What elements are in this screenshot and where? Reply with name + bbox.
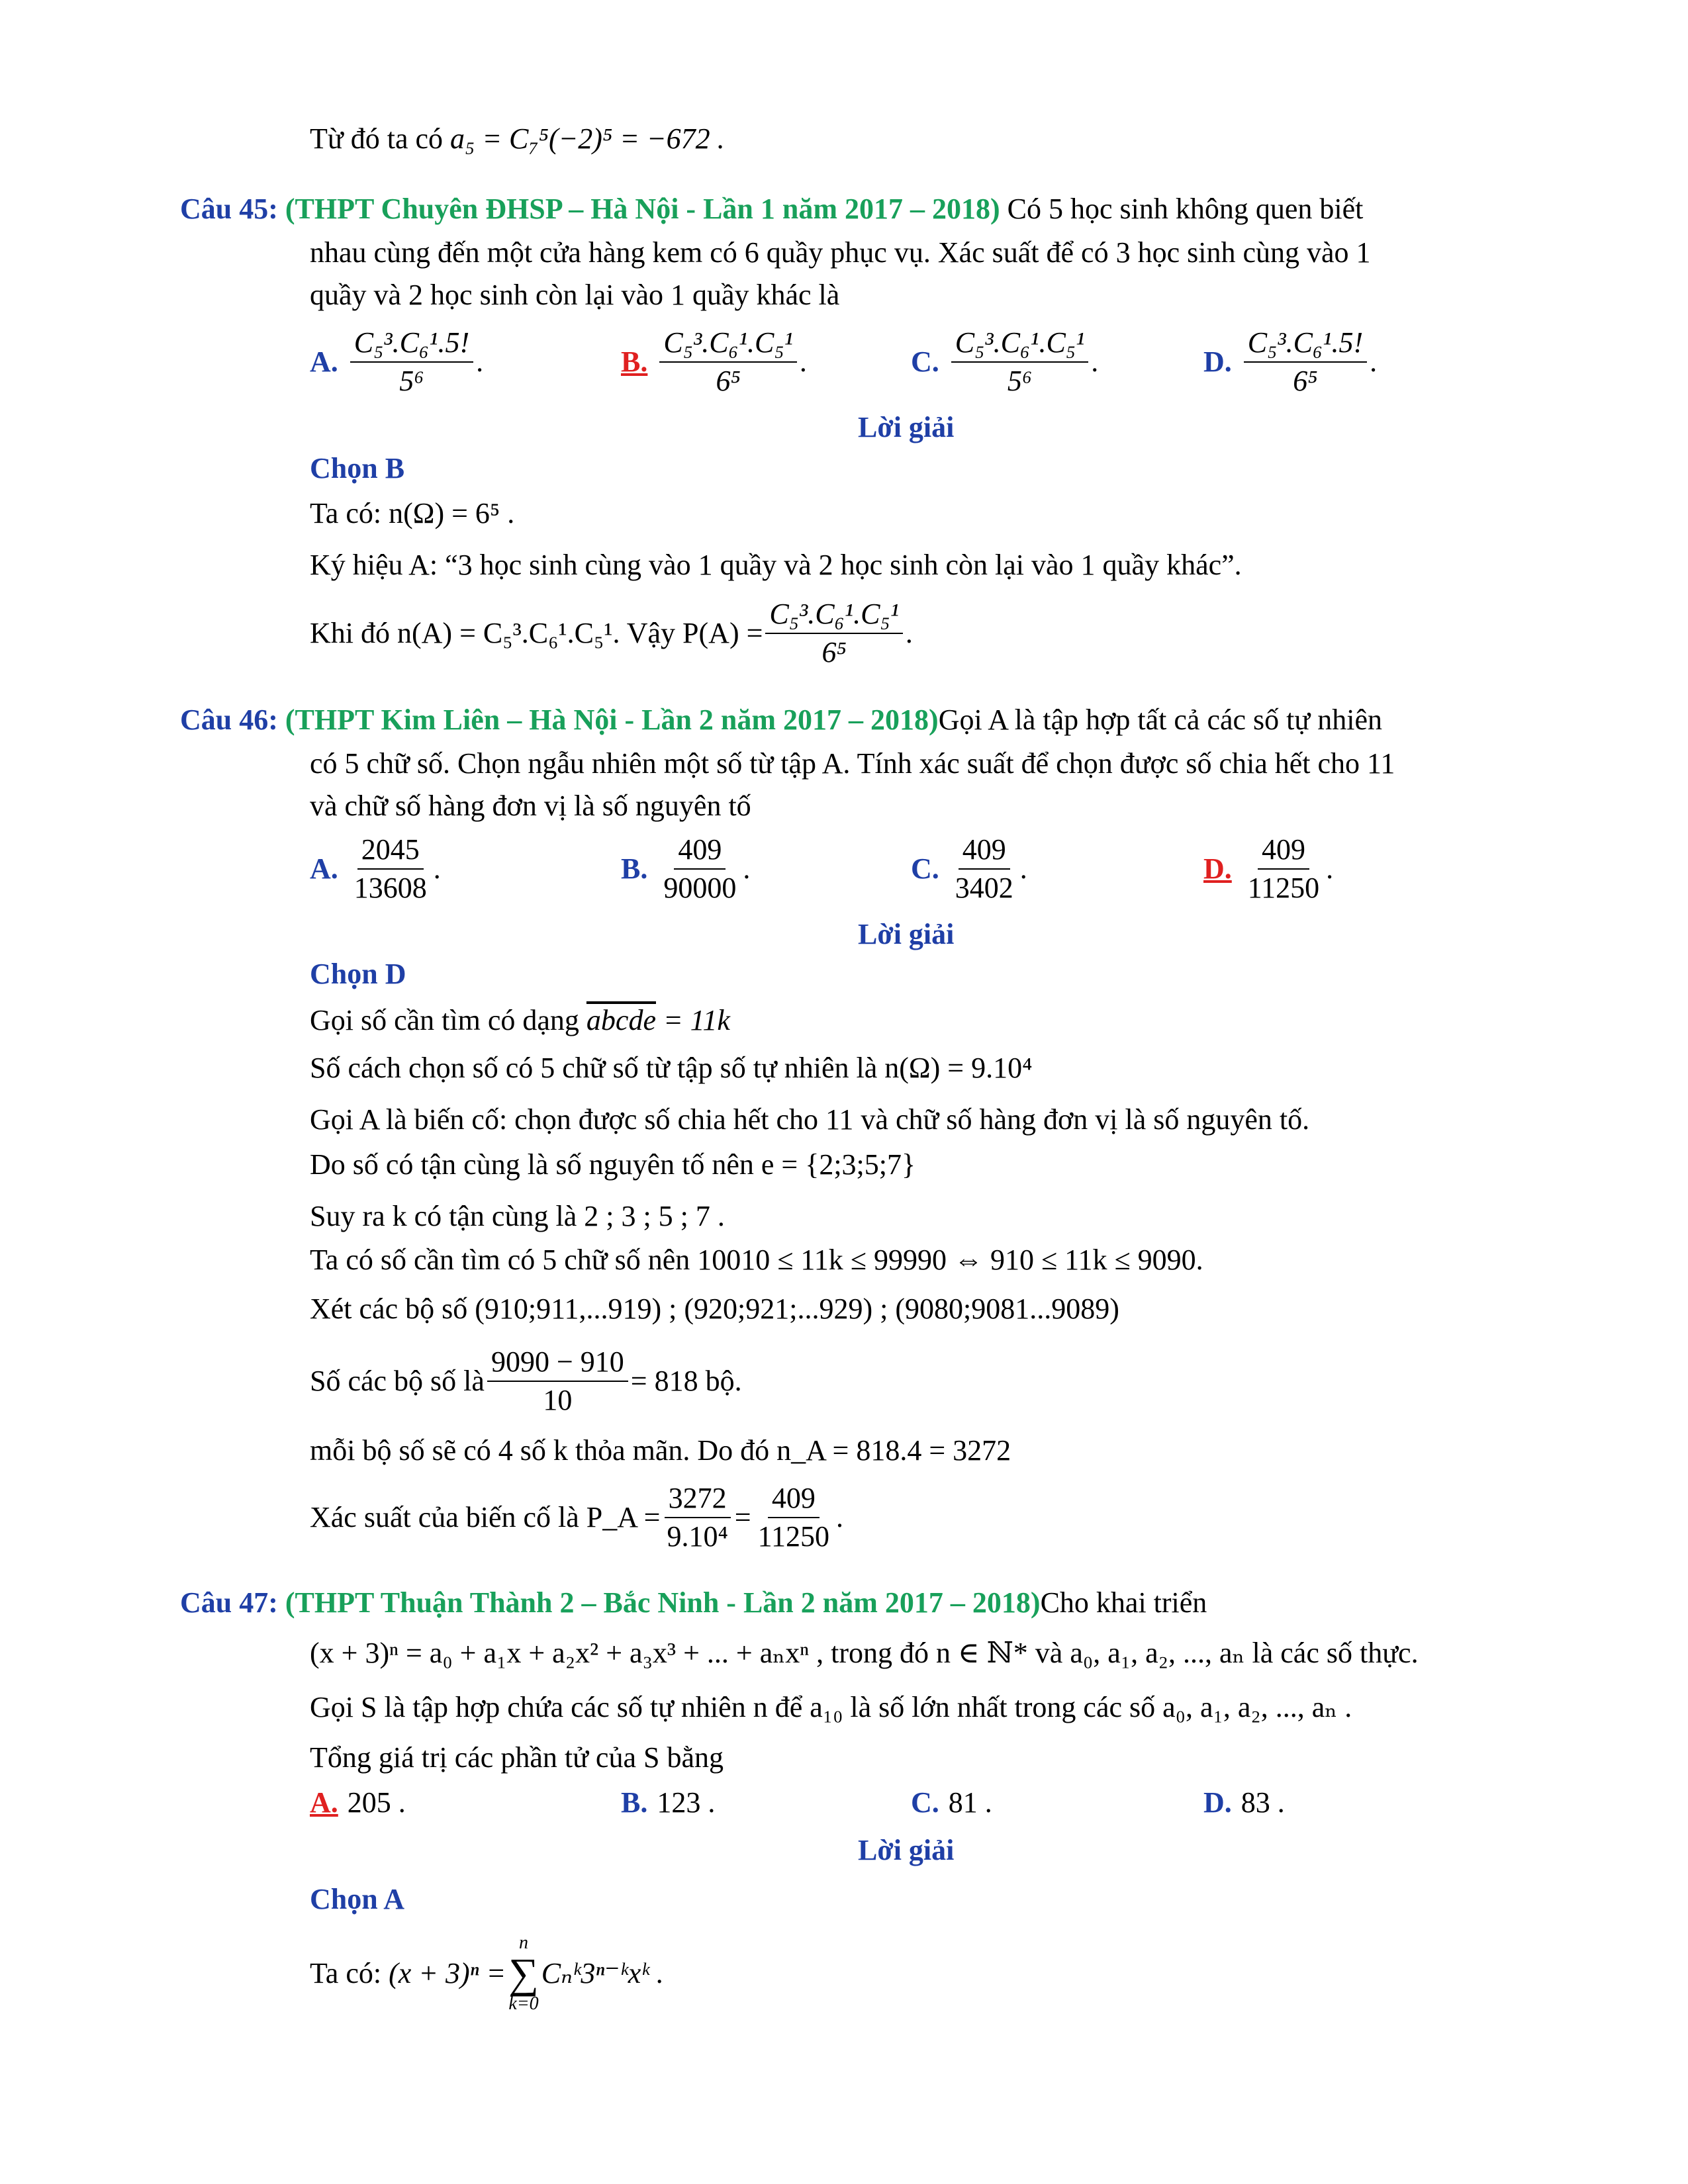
q45-header [180,189,1363,229]
q47-option-d-label: D. [1203,1786,1232,1819]
q46-solution-s4: Do số có tận cùng là số nguyên tố nên e = {2;3;5;7} [310,1148,916,1181]
q45-solution-title: Lời giải [858,411,955,443]
q45-solution-s3-fraction [765,596,903,671]
q46-label: Câu 46: [180,704,278,736]
q45-solution-s3-den: 6⁵ [821,636,847,668]
q45-choose: Chọn B [310,452,405,484]
q46-solution-s10-num2: 409 [768,1480,820,1518]
q46-header [180,700,1382,740]
intro-formula: a₅ = C₇⁵(−2)⁵ = −672 . [450,122,725,155]
q46-solution-s10-den2: 11250 [757,1520,829,1553]
q46-option-a-fraction [350,831,431,907]
q47-option-b-label: B. [621,1786,648,1819]
q47-text-l2: (x + 3)ⁿ = a₀ + a₁x + a₂x² + a₃x³ + ... + aₙxⁿ , trong đó n ∈ ℕ* và a₀, a₁, a₂, ..., aₙ là các số thực. [310,1637,1419,1669]
q47-option-d[interactable] [1203,1783,1285,1823]
q46-text-l2: có 5 chữ số. Chọn ngẫu nhiên một số từ tập A. Tính xác suất để chọn được số chia hết cho 11 [310,747,1395,780]
q46-option-a-den: 13608 [353,872,427,904]
q45-option-c-den: 5⁶ [1007,365,1033,397]
q45-option-a-fraction [350,324,473,400]
q45-source: (THPT Chuyên ĐHSP – Hà Nội - Lần 1 năm 2017 – 2018) [285,193,1000,225]
q47-solution-s1-text: Ta có: [310,1957,382,1989]
q46-option-b-num: 409 [674,831,726,870]
q45-option-c-fraction [951,324,1089,400]
q45-option-d-num: C₅³.C₆¹.5! [1244,324,1367,363]
q46-option-d-fraction [1244,831,1323,907]
q47-text-l4: Tổng giá trị các phần tử của S bằng [310,1741,724,1774]
q46-solution-s8-text: Số các bộ số là [310,1365,485,1397]
q45-option-b[interactable]: B. $\frac{\text{C₅³.C₆¹.C₅¹}}{\text{6⁵}}$ . [621,324,807,400]
q47-sum-bottom: k=0 [508,1993,539,2014]
q46-solution-s7: Xét các bộ số (910;911,...919) ; (920;921;...929) ; (9080;9081...9089) [310,1293,1119,1325]
q45-option-d-label: D. [1203,345,1232,378]
q45-option-d-fraction [1244,324,1367,400]
q46-solution-s1 [310,1001,730,1040]
q45-option-b-label: B. [621,345,648,378]
q46-option-d-num: 409 [1258,831,1309,870]
q46-option-a[interactable]: A. $\frac{2045}{13608}$ . [310,831,441,907]
q47-option-c-value: 81 . [948,1786,992,1819]
q46-solution-s10-den1: 9.10⁴ [667,1520,728,1553]
q45-solution-s1: Ta có: n(Ω) = 6⁵ . [310,497,515,529]
q46-solution-s10-num1: 3272 [665,1480,731,1518]
q46-option-c-den: 3402 [955,872,1013,904]
q46-solution-s5: Suy ra k có tận cùng là 2 ; 3 ; 5 ; 7 . [310,1200,725,1232]
q46-option-c-label: C. [911,852,939,885]
q47-option-c[interactable] [911,1783,992,1823]
q46-text-l3: và chữ số hàng đơn vị là số nguyên tố [310,790,751,822]
q47-choose: Chọn A [310,1883,405,1915]
q45-option-c-label: C. [911,345,939,378]
q45-option-a-num: C₅³.C₆¹.5! [350,324,473,363]
q46-solution-s9: mỗi bộ số sẽ có 4 số k thỏa mãn. Do đó n_A = 818.4 = 3272 [310,1434,1011,1467]
q45-option-b-num: C₅³.C₆¹.C₅¹ [659,324,797,363]
q46-option-c-fraction [951,831,1017,907]
q46-solution-title: Lời giải [858,918,955,950]
q46-solution-s1-text: Gọi số cần tìm có dạng [310,1004,579,1036]
intro-text: Từ đó ta có [310,122,444,155]
q47-text-l3: Gọi S là tập hợp chứa các số tự nhiên n để a₁₀ là số lớn nhất trong các số a₀, a₁, a₂, ..., aₙ . [310,1691,1352,1723]
q46-option-b-den: 90000 [663,872,737,904]
q47-solution-s1-lhs: (x + 3)ⁿ = [389,1957,506,1989]
q47-source: (THPT Thuận Thành 2 – Bắc Ninh - Lần 2 năm 2017 – 2018) [285,1586,1041,1619]
q46-source: (THPT Kim Liên – Hà Nội - Lần 2 năm 2017 – 2018) [285,704,939,736]
q46-option-c-num: 409 [959,831,1010,870]
q47-option-a[interactable] [310,1783,406,1823]
q45-solution-s2: Ký hiệu A: “3 học sinh cùng vào 1 quầy và 2 học sinh còn lại vào 1 quầy khác”. [310,549,1242,581]
q45-solution-s3-text: Khi đó n(A) = C₅³.C₆¹.C₅¹. Vậy P(A) = [310,617,763,649]
q46-solution-s10-fraction-1 [663,1480,731,1555]
q47-option-a-label: A. [310,1786,338,1819]
q46-option-a-num: 2045 [357,831,424,870]
q47-solution-title: Lời giải [858,1834,955,1866]
q45-option-a-label: A. [310,345,338,378]
q47-option-a-value: 205 . [347,1786,406,1819]
q46-option-d-label: D. [1203,852,1232,885]
q45-option-d-den: 6⁵ [1293,365,1318,397]
q46-solution-s1-tail: = 11k [663,1004,730,1036]
q47-option-c-label: C. [911,1786,939,1819]
q47-option-b[interactable] [621,1783,715,1823]
q47-solution-s1 [310,1933,664,2015]
q46-option-d[interactable]: D. $\frac{409}{11250}$ . [1203,831,1333,907]
q46-solution-s8-tail: = 818 bộ. [630,1365,742,1397]
q46-solution-s10-text: Xác suất của biến cố là P_A = [310,1501,661,1533]
q45-option-b-den: 6⁵ [716,365,741,397]
q45-label: Câu 45: [180,193,278,225]
q46-solution-s6: Ta có số cần tìm có 5 chữ số nên 10010 ≤ 11k ≤ 99990 ⇔ 910 ≤ 11k ≤ 9090. [310,1244,1203,1276]
q46-solution-s8-den: 10 [543,1384,573,1416]
q45-text-l1: Có 5 học sinh không quen biết [1007,193,1364,225]
q46-solution-s2: Số cách chọn số có 5 chữ số từ tập số tự nhiên là n(Ω) = 9.10⁴ [310,1052,1033,1084]
q46-solution-s8-fraction [487,1343,628,1419]
q47-sum-sigma: ∑ [508,1950,539,1997]
q46-solution-s10: Xác suất của biến cố là P_A = $\frac{3272}{\text{9.10⁴}}$ = $\frac{409}{11250}$ . [310,1480,843,1555]
q45-option-b-fraction [659,324,797,400]
q46-option-b[interactable]: B. $\frac{409}{90000}$ . [621,831,750,907]
q45-text-l2: nhau cùng đến một cửa hàng kem có 6 quầy phục vụ. Xác suất để có 3 học sinh cùng vào 1 [310,236,1371,269]
q46-option-b-label: B. [621,852,648,885]
q45-option-d[interactable]: D. $\frac{\text{C₅³.C₆¹.5!}}{\text{6⁵}}$ . [1203,324,1377,400]
q46-solution-s8-num: 9090 − 910 [487,1343,628,1382]
q47-text-l1: Cho khai triển [1040,1586,1207,1619]
intro-line [310,119,725,159]
q47-sum-top: n [518,1933,528,1953]
q47-header [180,1583,1207,1623]
q46-solution-s10-fraction-2 [754,1480,833,1555]
q46-solution-s3: Gọi A là biến cố: chọn được số chia hết cho 11 và chữ số hàng đơn vị là số nguyên tố. [310,1103,1310,1136]
q47-option-d-value: 83 . [1241,1786,1285,1819]
q47-label: Câu 47: [180,1586,278,1619]
q46-solution-s8 [310,1343,742,1419]
q46-text-l1: Gọi A là tập hợp tất cả các số tự nhiên [938,704,1382,736]
q47-option-b-value: 123 . [657,1786,716,1819]
q47-sum-symbol [508,1933,539,2015]
q45-solution-s3-num: C₅³.C₆¹.C₅¹ [765,596,903,634]
q46-option-a-label: A. [310,852,338,885]
q45-option-c-num: C₅³.C₆¹.C₅¹ [951,324,1089,363]
q47-solution-s1-rhs: Cₙᵏ3ⁿ⁻ᵏxᵏ . [541,1957,664,1989]
q46-solution-s1-overline: abcde [586,1004,656,1036]
q46-option-b-fraction [659,831,740,907]
q46-option-c[interactable]: C. $\frac{409}{3402}$ . [911,831,1027,907]
q45-solution-s3: Khi đó n(A) = C₅³.C₆¹.C₅¹. Vậy P(A) = $\frac{\text{C₅³.C₆¹.C₅¹}}{\text{6⁵}}$ . [310,596,913,671]
q45-option-c[interactable]: C. $\frac{\text{C₅³.C₆¹.C₅¹}}{\text{5⁶}}$ . [911,324,1098,400]
q45-option-a[interactable]: A. $\frac{\text{C₅³.C₆¹.5!}}{\text{5⁶}}$ . [310,324,483,400]
q46-choose: Chọn D [310,958,406,990]
q46-option-d-den: 11250 [1247,872,1320,904]
q45-option-a-den: 5⁶ [399,365,424,397]
q45-text-l3: quầy và 2 học sinh còn lại vào 1 quầy khác là [310,279,840,311]
